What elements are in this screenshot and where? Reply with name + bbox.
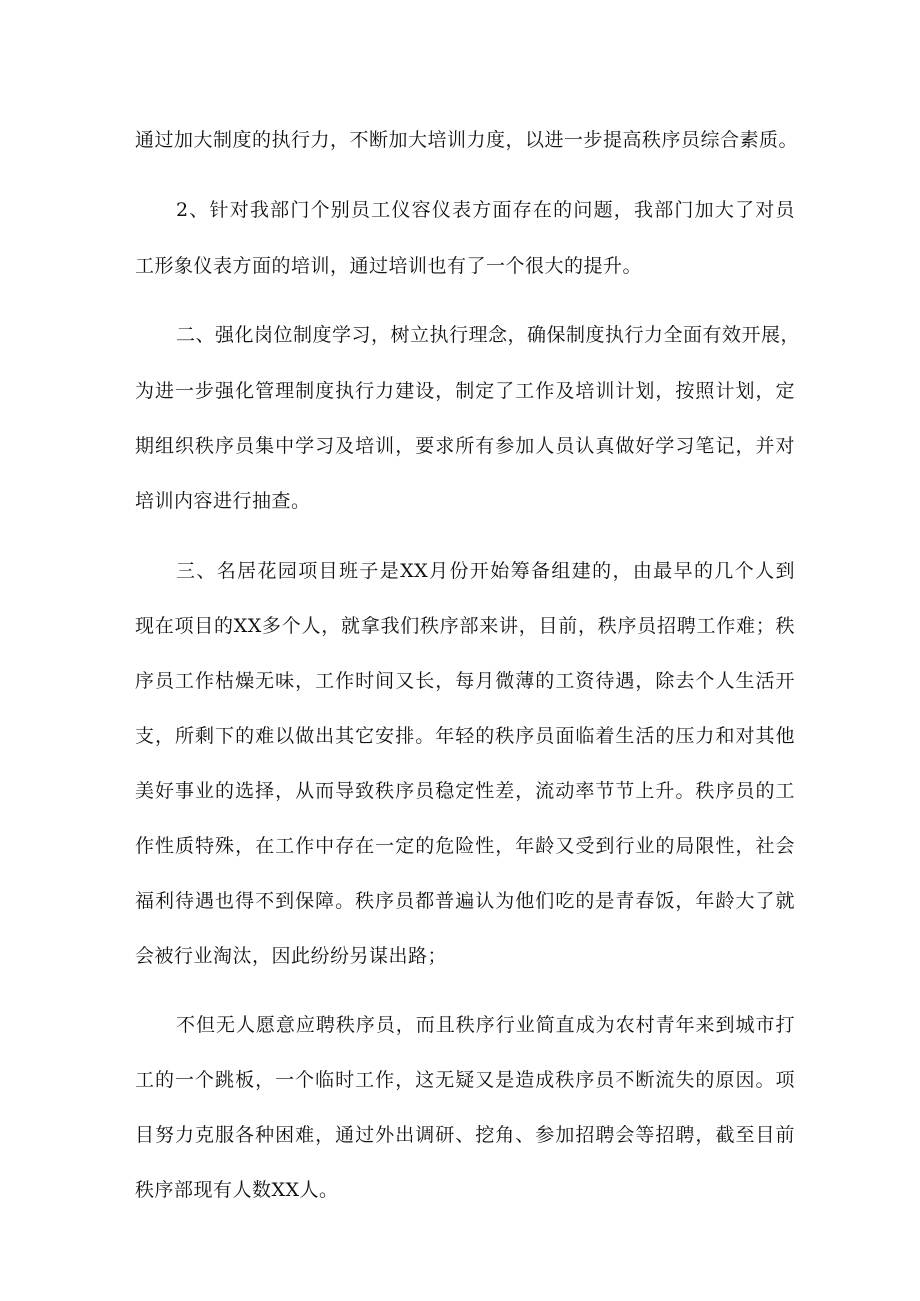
paragraph-3-line-4: 培训内容进行抽查。 [135, 490, 311, 512]
paragraph-4-line-6: 作性质特殊，在工作中存在一定的危险性，年龄又受到行业的局限性，社会 [135, 835, 795, 857]
paragraph-4-line-2: 现在项目的XX多个人，就拿我们秩序部来讲，目前，秩序员招聘工作难；秩 [135, 615, 795, 637]
paragraph-3-line-2: 为进一步强化管理制度执行力建设，制定了工作及培训计划，按照计划，定 [135, 380, 795, 402]
paragraph-4-line-7: 福利待遇也得不到保障。秩序员都普遍认为他们吃的是青春饭，年龄大了就 [135, 890, 795, 912]
paragraph-5-line-2: 工的一个跳板，一个临时工作，这无疑又是造成秩序员不断流失的原因。项 [135, 1069, 795, 1091]
paragraph-5-line-3: 目努力克服各种困难，通过外出调研、挖角、参加招聘会等招聘，截至目前 [135, 1124, 795, 1146]
paragraph-4-line-3: 序员工作枯燥无味，工作时间又长，每月微薄的工资待遇，除去个人生活开 [135, 670, 795, 692]
paragraph-4-line-4: 支，所剩下的难以做出其它安排。年轻的秩序员面临着生活的压力和对其他 [135, 725, 795, 747]
paragraph-4-line-5: 美好事业的选择，从而导致秩序员稳定性差，流动率节节上升。秩序员的工 [135, 780, 795, 802]
paragraph-2-line-1: 2、针对我部门个别员工仪容仪表方面存在的问题，我部门加大了对员 [176, 199, 795, 221]
paragraph-4-line-8: 会被行业淘汰，因此纷纷另谋出路； [135, 945, 448, 967]
paragraph-5-line-1: 不但无人愿意应聘秩序员，而且秩序行业简直成为农村青年来到城市打 [176, 1014, 795, 1036]
paragraph-1-line-1: 通过加大制度的执行力，不断加大培训力度，以进一步提高秩序员综合素质。 [135, 129, 799, 151]
paragraph-3-line-3: 期组织秩序员集中学习及培训，要求所有参加人员认真做好学习笔记，并对 [135, 435, 795, 457]
paragraph-5-line-4: 秩序部现有人数XX人。 [135, 1179, 339, 1201]
paragraph-2-line-2: 工形象仪表方面的培训，通过培训也有了一个很大的提升。 [135, 255, 643, 277]
paragraph-4-line-1: 三、名居花园项目班子是XX月份开始筹备组建的，由最早的几个人到 [176, 560, 795, 582]
paragraph-3-line-1: 二、强化岗位制度学习，树立执行理念，确保制度执行力全面有效开展， [176, 324, 801, 346]
